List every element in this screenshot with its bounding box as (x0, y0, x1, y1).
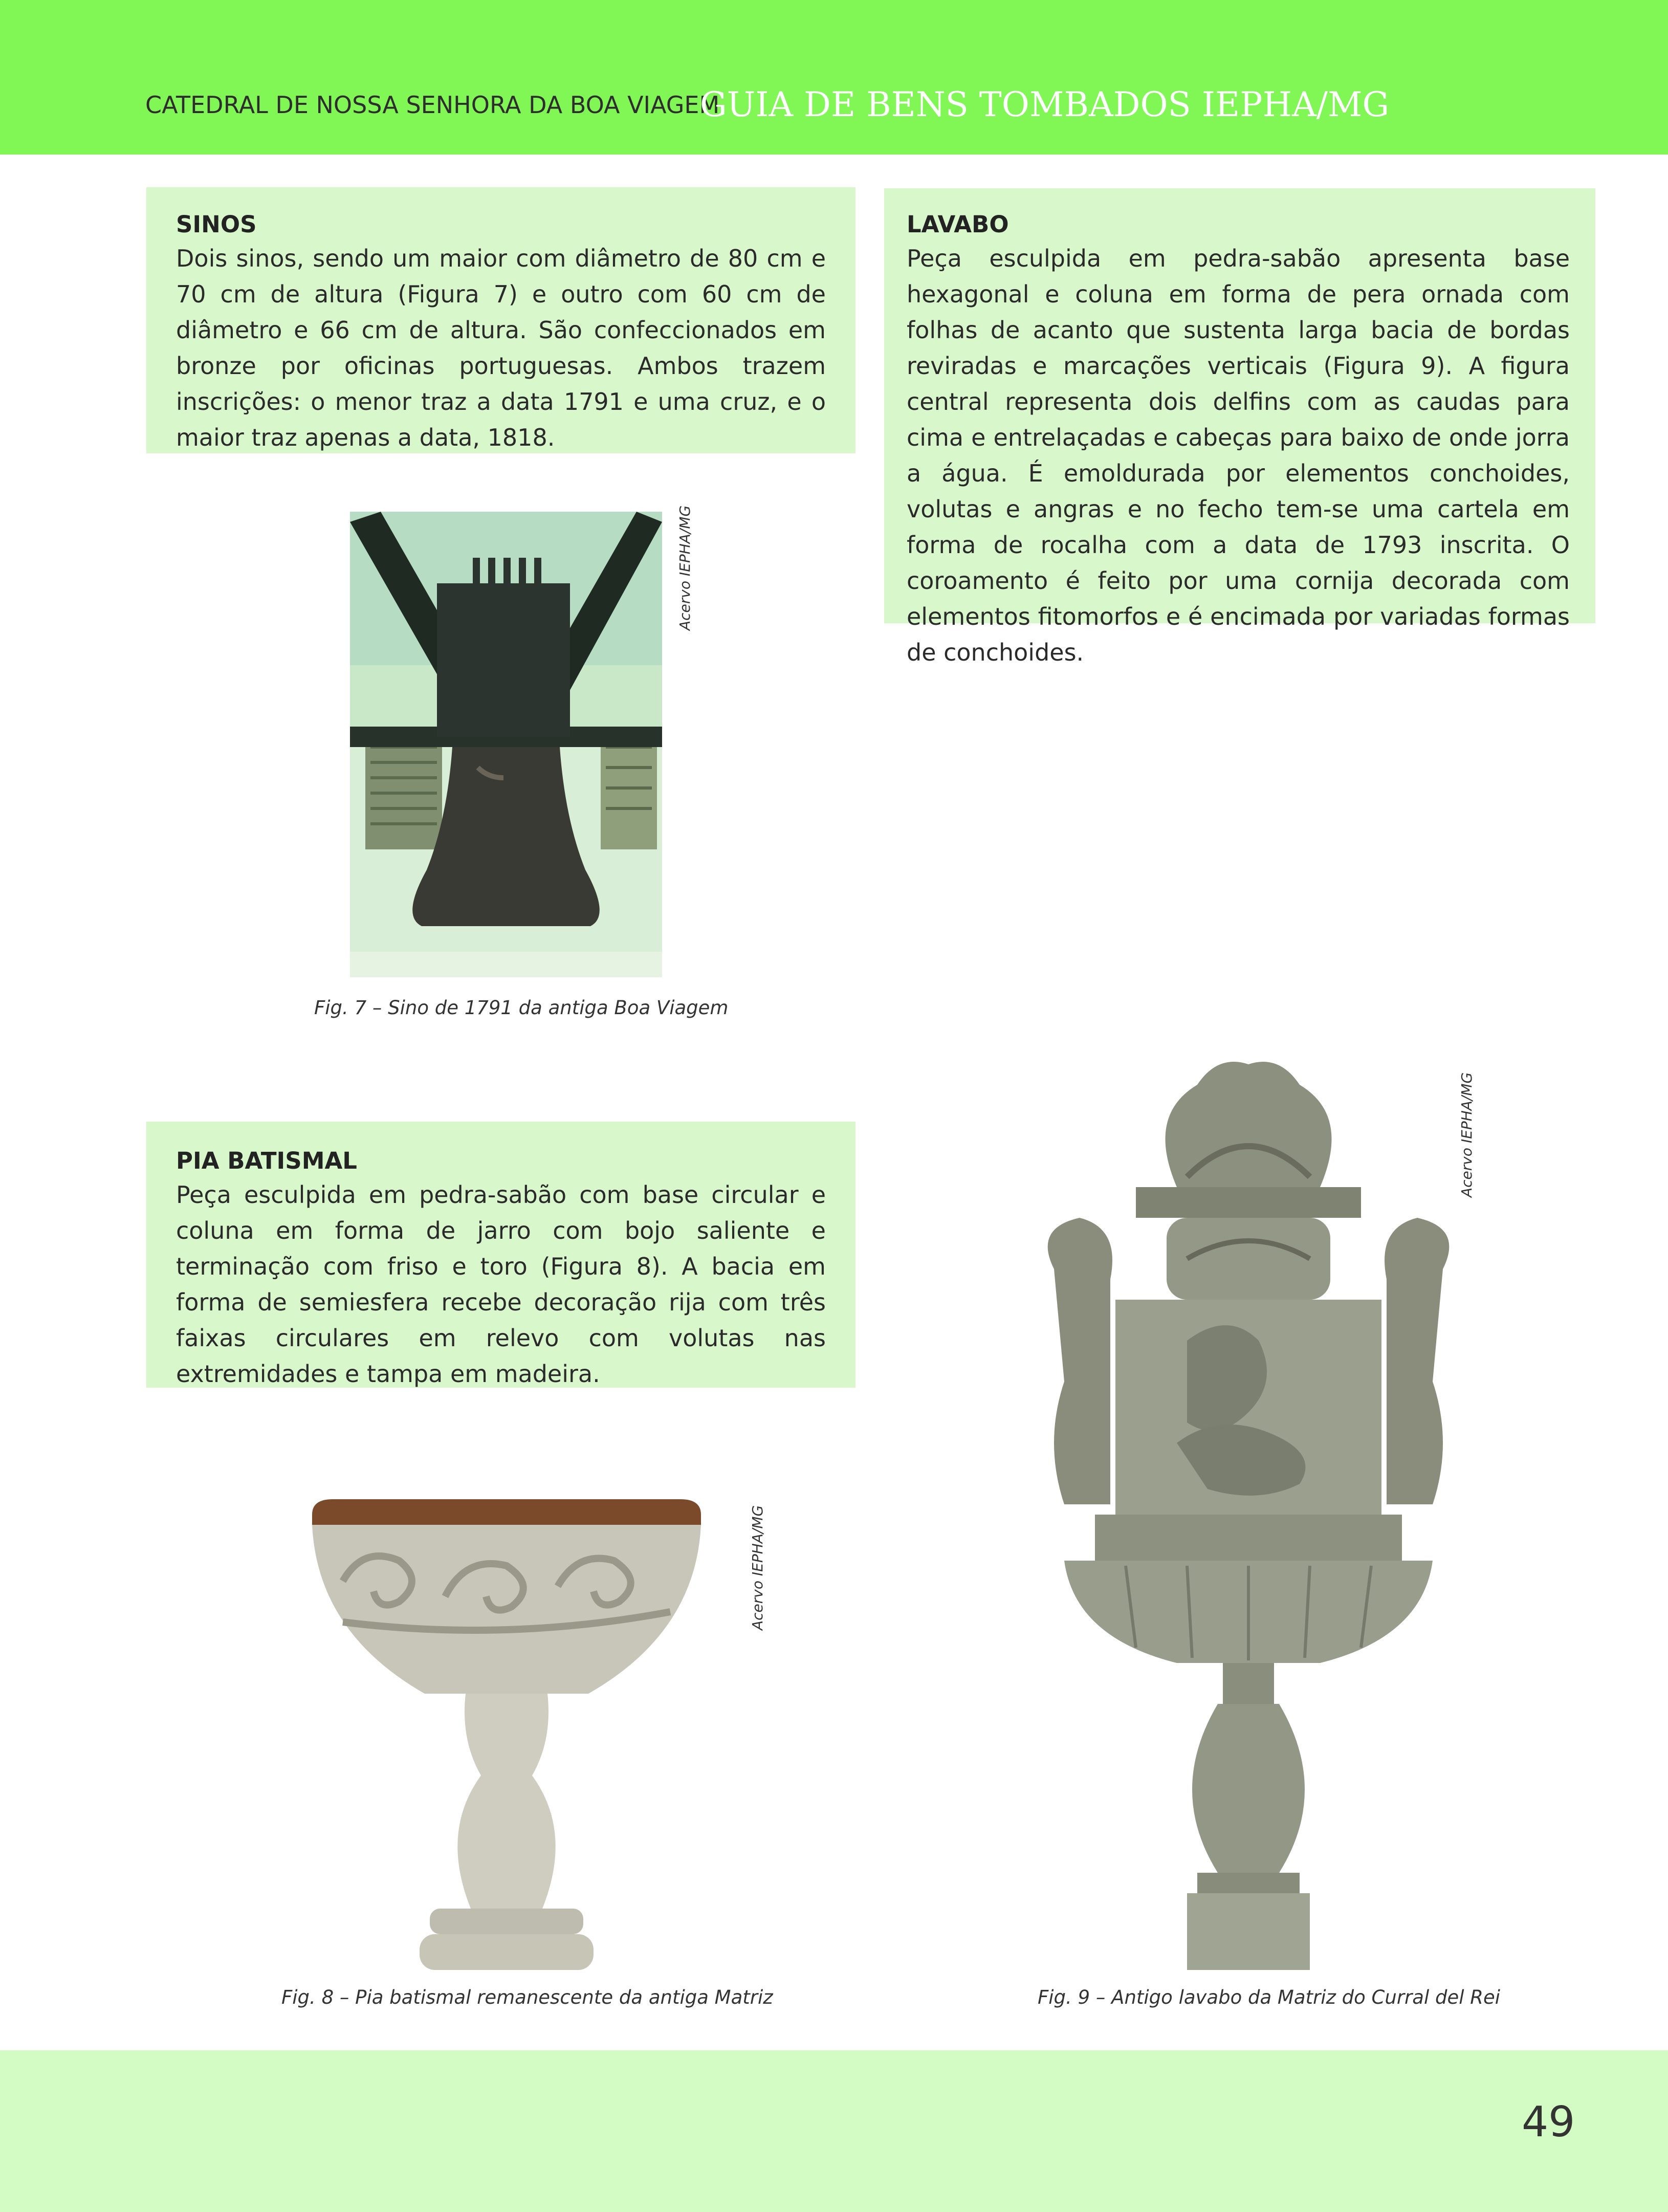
sinos-box (146, 187, 855, 453)
pia-text: Peça esculpida em pedra-sabão com base circular e coluna em forma de jarro com bojo saliente e terminação com friso e toro (Figura 8). A bacia em forma de semiesfera recebe decoração rija com três faixas circulares em relevo com volutas nas extremidades e tampa em madeira. (176, 1181, 826, 1388)
lavabo-box (884, 188, 1595, 666)
pia-box (146, 1122, 855, 1388)
fig7-caption: Fig. 7 – Sino de 1791 da antiga Boa Viagem (314, 997, 729, 1019)
sinos-text: Dois sinos, sendo um maior com diâmetro de 80 cm e 70 cm de altura (Figura 7) e outro com 60 cm de diâmetro e 66 cm de altura. São confeccionados em bronze por oficinas portuguesas. Ambos trazem inscrições: o menor traz a data 1791 e uma cruz, e o maior traz apenas a data, 1818. (176, 245, 826, 451)
footer-band (0, 2050, 1668, 2212)
fig8-font-photo (302, 1499, 711, 1975)
header-left-title: CATEDRAL DE NOSSA SENHORA DA BOA VIAGEM (145, 91, 720, 119)
fig9-caption: Fig. 9 – Antigo lavabo da Matriz do Curral del Rei (1038, 1986, 1501, 2008)
lavabo-text: Peça esculpida em pedra-sabão apresenta base hexagonal e coluna em forma de pera ornada com folhas de acanto que sustenta larga bacia de bordas reviradas e marcações verticais (Figura 9). A figura central representa dois delfins com as caudas para cima e entrelaçadas e cabeças para baixo de onde jorra a água. É emoldurada por elementos conchoides, volutas e angras e no fecho tem-se uma cartela em forma de rocalha com a data de 1793 inscrita. O coroamento é feito por uma cornija decorada com elementos fitomorfos e é encimada por variadas formas de conchoides. (907, 245, 1570, 666)
fig9-credit: Acervo IEPHA/MG (1458, 1072, 1475, 1197)
fig7-bell-photo (350, 512, 662, 977)
fig8-caption: Fig. 8 – Pia batismal remanescente da antiga Matriz (281, 1986, 773, 2008)
sinos-title: SINOS (176, 211, 257, 238)
lavabo-title: LAVABO (907, 211, 1009, 238)
pia-title: PIA BATISMAL (176, 1147, 357, 1174)
fig9-lavabo-photo (1034, 1054, 1463, 1975)
fig8-credit: Acervo IEPHA/MG (749, 1505, 766, 1630)
header-band (0, 0, 1668, 155)
page-number: 49 (1522, 2098, 1575, 2147)
header-right-title: GUIA DE BENS TOMBADOS IEPHA/MG (700, 85, 1390, 124)
fig7-credit: Acervo IEPHA/MG (676, 505, 693, 630)
